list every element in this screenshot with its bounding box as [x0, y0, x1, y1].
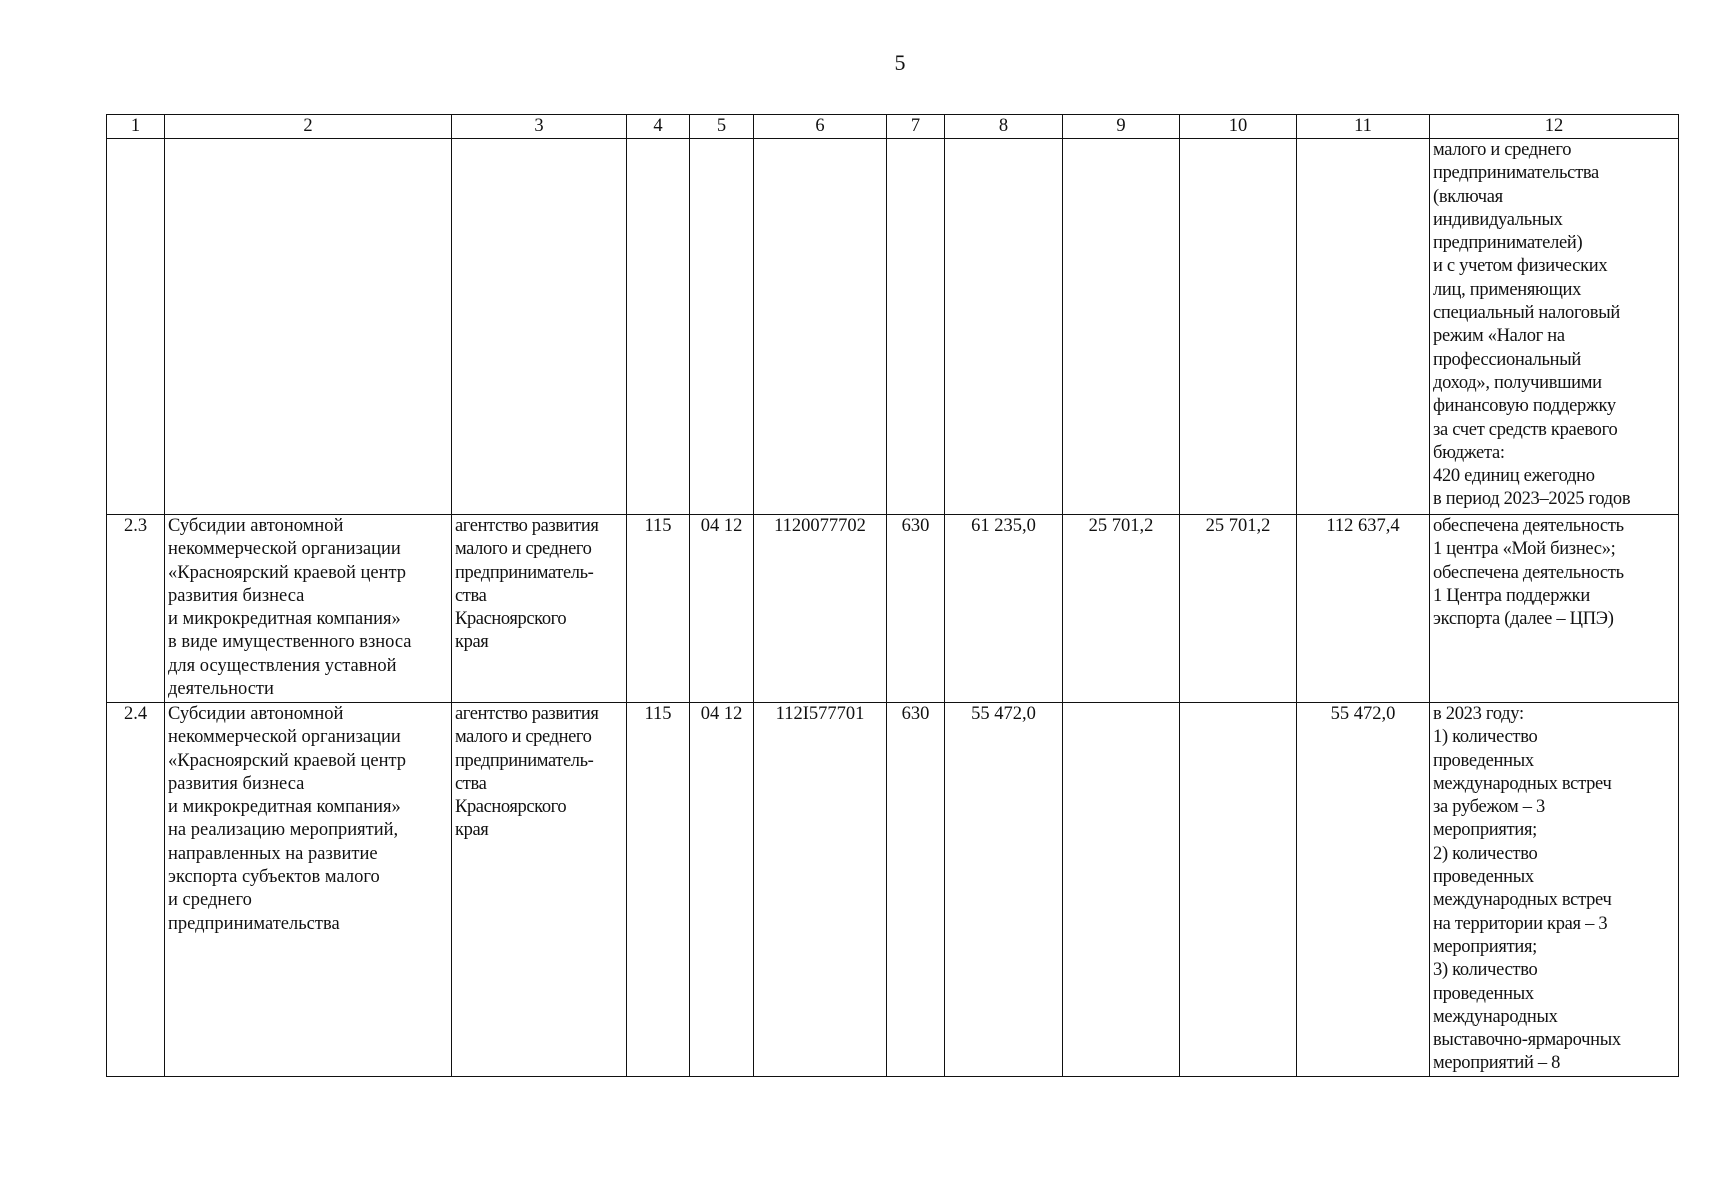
cell-empty: [945, 139, 1063, 515]
cell-empty: [887, 139, 945, 515]
cell-result: в 2023 году: 1) количество проведенных международных встреч за рубежом – 3 мероприятия; 2) количество проведенных международных встреч на территории края – 3 мероприятия; 3) количество проведенных международных выставочно-ярмарочных мероприятий – 8: [1430, 703, 1679, 1077]
cell-agency: агентство развития малого и среднего предприниматель- ства Красноярского края: [452, 515, 627, 703]
cell-empty: [1297, 139, 1430, 515]
cell-empty: [754, 139, 887, 515]
col-header-6: 6: [754, 115, 887, 139]
cell-empty: [1063, 139, 1180, 515]
cell-empty: [107, 139, 165, 515]
col-header-5: 5: [690, 115, 754, 139]
col-header-11: 11: [1297, 115, 1430, 139]
cell-row-number: 2.3: [107, 515, 165, 703]
table-row-2-3: [107, 515, 1679, 703]
cell-amount-total: 55 472,0: [1297, 703, 1430, 1077]
cell-csr: 112I577701: [754, 703, 887, 1077]
cell-amount-2025: 25 701,2: [1180, 515, 1297, 703]
cell-amount-total: 112 637,4: [1297, 515, 1430, 703]
page-number: 5: [894, 50, 906, 75]
cell-rzpr: 04 12: [690, 515, 754, 703]
cell-csr: 1120077702: [754, 515, 887, 703]
cell-measure-name: Субсидии автономной некоммерческой организации «Красноярский краевой центр развития бизнеса и микрокредитная компания» на реализацию мероприятий, направленных на развитие экспорта субъектов малого и среднего предпринимательства: [165, 703, 452, 1077]
cell-grbs: 115: [627, 703, 690, 1077]
col-header-8: 8: [945, 115, 1063, 139]
cell-empty: [1180, 139, 1297, 515]
budget-table: [106, 114, 1679, 1077]
cell-amount-2025: [1180, 703, 1297, 1077]
cell-rzpr: 04 12: [690, 703, 754, 1077]
header-row: [107, 115, 1679, 139]
col-header-4: 4: [627, 115, 690, 139]
table-row-2-4: [107, 703, 1679, 1077]
cell-empty: [627, 139, 690, 515]
cell-vr: 630: [887, 703, 945, 1077]
col-header-7: 7: [887, 115, 945, 139]
col-header-3: 3: [452, 115, 627, 139]
cell-grbs: 115: [627, 515, 690, 703]
col-header-12: 12: [1430, 115, 1679, 139]
cell-result: обеспечена деятельность 1 центра «Мой бизнес»; обеспечена деятельность 1 Центра поддержки экспорта (далее – ЦПЭ): [1430, 515, 1679, 703]
cell-agency: агентство развития малого и среднего предприниматель- ства Красноярского края: [452, 703, 627, 1077]
cell-empty: [690, 139, 754, 515]
col-header-2: 2: [165, 115, 452, 139]
cell-measure-name: Субсидии автономной некоммерческой организации «Красноярский краевой центр развития бизнеса и микрокредитная компания» в виде имущественного взноса для осуществления уставной деятельности: [165, 515, 452, 703]
col-header-9: 9: [1063, 115, 1180, 139]
cell-amount-2023: 61 235,0: [945, 515, 1063, 703]
cell-result-continued: малого и среднего предпринимательства (включая индивидуальных предпринимателей) и с учетом физических лиц, применяющих специальный налоговый режим «Налог на профессиональный доход», получившими финансовую поддержку за счет средств краевого бюджета: 420 единиц ежегодно в период 2023–2025 годов: [1430, 139, 1679, 515]
cell-amount-2024: 25 701,2: [1063, 515, 1180, 703]
cell-amount-2023: 55 472,0: [945, 703, 1063, 1077]
cell-row-number: 2.4: [107, 703, 165, 1077]
continuation-row: [107, 139, 1679, 515]
cell-amount-2024: [1063, 703, 1180, 1077]
cell-vr: 630: [887, 515, 945, 703]
col-header-10: 10: [1180, 115, 1297, 139]
col-header-1: 1: [107, 115, 165, 139]
cell-empty: [452, 139, 627, 515]
cell-empty: [165, 139, 452, 515]
